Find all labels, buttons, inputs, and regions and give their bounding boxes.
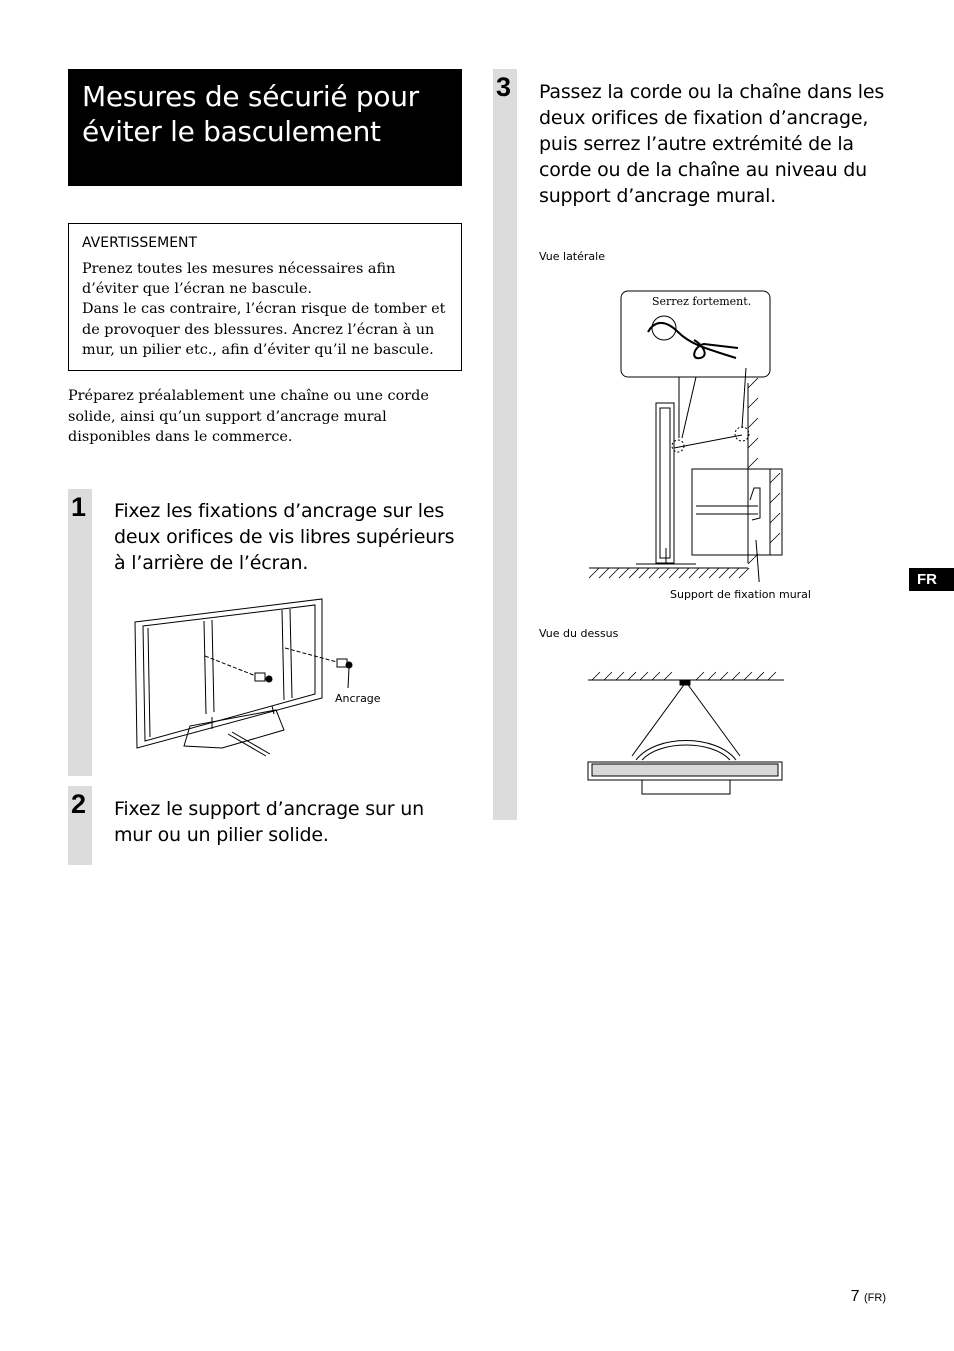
figure-tv-back-anchors — [132, 596, 362, 762]
figure-side-view — [586, 288, 786, 582]
page-number-block — [851, 1288, 886, 1306]
step-3-number: 3 — [496, 72, 512, 102]
step-2-text: Fixez le support d’ancrage sur un mur ou un pilier solide. — [114, 798, 424, 846]
top-view-label: Vue du dessus — [539, 627, 619, 640]
side-view-label: Vue latérale — [539, 250, 605, 263]
step-1-text: Fixez les fixations d’ancrage sur les deux orifices de vis libres supérieurs à l’arrière de l’écran. — [114, 500, 455, 574]
anchor-label: Ancrage — [335, 692, 381, 705]
warning-text — [82, 259, 454, 360]
step-3-bar — [493, 69, 517, 820]
warning-title: AVERTISSEMENT — [82, 235, 198, 251]
figure-top-view — [586, 668, 786, 798]
warning-text-line1: Prenez toutes les mesures nécessaires afin d’éviter que l’écran ne bascule. — [82, 261, 396, 298]
step-2-number: 2 — [71, 789, 87, 819]
warning-text-line2: Dans le cas contraire, l’écran risque de tomber et de provoquer des blessures. Ancrez l’écran à un mur, un pilier etc., afin d’éviter qu’il ne bascule. — [82, 301, 446, 358]
language-tab: FR — [909, 568, 954, 591]
page-number-suffix: (FR) — [864, 1292, 886, 1304]
warning-box — [68, 223, 462, 371]
page-title-box — [68, 69, 462, 186]
page-title: Mesures de sécurié pour éviter le basculement — [82, 80, 419, 148]
step-1-number: 1 — [71, 492, 87, 522]
page-number: 7 — [850, 1288, 860, 1305]
intro-paragraph: Préparez préalablement une chaîne ou une corde solide, ainsi qu’un support d’ancrage mural disponibles dans le commerce. — [68, 388, 429, 445]
tighten-label: Serrez fortement. — [652, 295, 752, 308]
step-1-bar — [68, 489, 92, 776]
step-3-text: Passez la corde ou la chaîne dans les deux orifices de fixation d’ancrage, puis serrez l’autre extrémité de la corde ou de la chaîne au niveau du support d’ancrage mural. — [539, 81, 885, 207]
wall-bracket-label: Support de fixation mural — [670, 588, 811, 601]
